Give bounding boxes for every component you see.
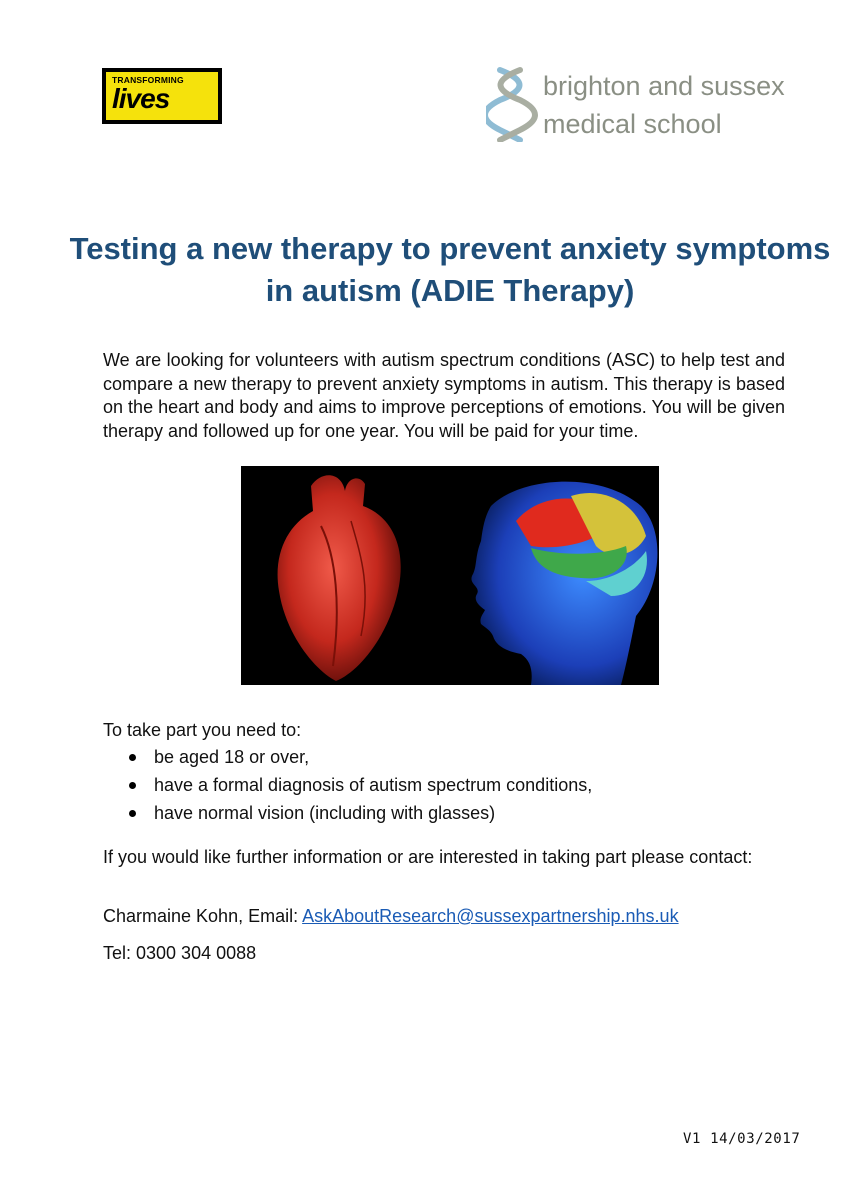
requirement-text: have a formal diagnosis of autism spectrum conditions, <box>154 775 593 795</box>
requirements-list <box>103 743 592 827</box>
heart-brain-image <box>241 466 659 685</box>
info-paragraph: If you would like further information or are interested in taking part please contact: <box>103 847 753 867</box>
bsms-logo <box>486 66 826 142</box>
version-date: V1 14/03/2017 <box>683 1131 801 1147</box>
bullet-icon <box>129 754 136 761</box>
contact-prefix: Charmaine Kohn, Email: <box>103 906 303 926</box>
transforming-lives-logo <box>102 68 222 124</box>
telephone: Tel: 0300 304 0088 <box>103 943 257 963</box>
logo-small-text: TRANSFORMING <box>112 75 184 85</box>
bsms-logo-line1: brighton and sussex <box>543 71 785 101</box>
intro-paragraph: We are looking for volunteers with autism spectrum conditions (ASC) to help test and compare a new therapy to prevent anxiety symptoms in autism. This therapy is based on the heart and body and aims to improve perceptions of emotions. You will be given therapy and followed up for one year. You will be paid for your time. <box>103 350 785 441</box>
requirement-text: have normal vision (including with glasses) <box>154 803 496 823</box>
list-item <box>103 743 592 771</box>
bullet-icon <box>129 782 136 789</box>
requirement-text: be aged 18 or over, <box>154 747 310 767</box>
email-link[interactable]: AskAboutResearch@sussexpartnership.nhs.uk <box>302 906 679 926</box>
bsms-logo-line2: medical school <box>543 109 722 139</box>
head-brain-illustration <box>471 482 657 685</box>
logo-big-text: lives <box>112 83 170 114</box>
dna-helix-icon <box>486 66 538 142</box>
bullet-icon <box>129 810 136 817</box>
page-title: Testing a new therapy to prevent anxiety symptoms in autism (ADIE Therapy) <box>69 231 831 308</box>
contact-line <box>103 904 679 928</box>
list-item <box>103 771 592 799</box>
heart-illustration <box>278 475 401 681</box>
list-item <box>103 799 592 827</box>
take-part-heading: To take part you need to: <box>103 720 302 740</box>
